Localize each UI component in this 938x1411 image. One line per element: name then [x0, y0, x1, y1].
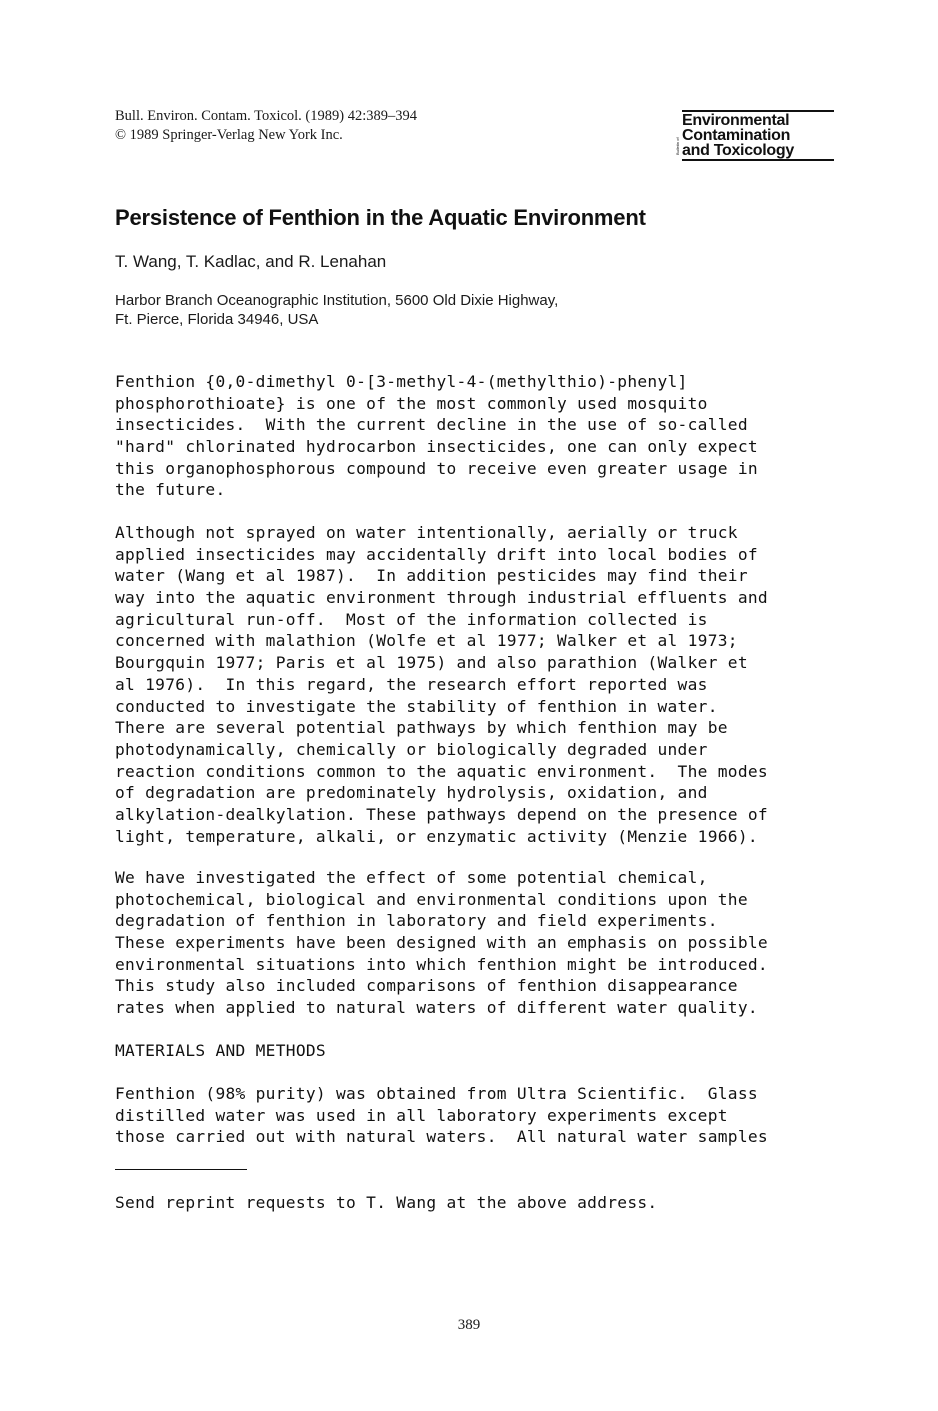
footnote: Send reprint requests to T. Wang at the above address.: [115, 1193, 658, 1212]
text-line: We have investigated the effect of some potential chemical,: [115, 868, 708, 887]
journal-logo: [676, 110, 834, 161]
section-heading-materials-methods: MATERIALS AND METHODS: [115, 1041, 326, 1060]
text-line: photodynamically, chemically or biologically degraded under: [115, 739, 708, 759]
text-line: rates when applied to natural waters of different water quality.: [115, 998, 758, 1018]
text-line: photochemical, biological and environmental conditions upon the: [115, 889, 748, 909]
text-line: Although not sprayed on water intentionally, aerially or truck: [115, 523, 738, 542]
text-line: alkylation-dealkylation. These pathways depend on the presence of: [115, 804, 768, 824]
text-line: degradation of fenthion in laboratory and field experiments.: [115, 911, 718, 931]
body-paragraph-2: [115, 522, 768, 847]
text-line: Fenthion {0,0-dimethyl 0-[3-methyl-4-(methylthio)-phenyl]: [115, 372, 688, 391]
text-line: concerned with malathion (Wolfe et al 1977; Walker et al 1973;: [115, 631, 738, 651]
text-line: agricultural run-off. Most of the information collected is: [115, 609, 708, 629]
affiliation-line-2: Ft. Pierce, Florida 34946, USA: [115, 311, 319, 328]
text-line: Bourgquin 1977; Paris et al 1975) and also parathion (Walker et: [115, 653, 748, 673]
text-line: "hard" chlorinated hydrocarbon insecticides, one can only expect: [115, 437, 758, 457]
text-line: reaction conditions common to the aquatic environment. The modes: [115, 761, 768, 781]
text-line: conducted to investigate the stability of fenthion in water.: [115, 696, 718, 716]
text-line: distilled water was used in all laboratory experiments except: [115, 1105, 728, 1125]
text-line: those carried out with natural waters. All natural water samples: [115, 1127, 768, 1147]
page-number: 389: [457, 1317, 481, 1333]
body-paragraph-4: [115, 1083, 768, 1148]
citation-line-2: © 1989 Springer-Verlag New York Inc.: [115, 127, 343, 143]
footnote-rule: [115, 1169, 247, 1170]
journal-logo-line-3: and Toxicology: [682, 143, 834, 161]
text-line: There are several potential pathways by which fenthion may be: [115, 718, 728, 738]
text-line: al 1976). In this regard, the research effort reported was: [115, 674, 708, 694]
citation-header: [115, 107, 417, 145]
text-line: insecticides. With the current decline in the use of so-called: [115, 415, 748, 435]
article-title: Persistence of Fenthion in the Aquatic Environment: [115, 205, 646, 230]
article-authors: T. Wang, T. Kadlac, and R. Lenahan: [115, 252, 387, 271]
text-line: the future.: [115, 480, 226, 500]
journal-logo-line-1: Environmental: [682, 110, 834, 128]
text-line: this organophosphorous compound to receive even greater usage in: [115, 458, 758, 478]
body-paragraph-3: [115, 867, 768, 1019]
text-line: light, temperature, alkali, or enzymatic activity (Menzie 1966).: [115, 826, 758, 846]
body-paragraph-1: [115, 371, 758, 501]
affiliation-line-1: Harbor Branch Oceanographic Institution, 5600 Old Dixie Highway,: [115, 292, 559, 309]
text-line: phosphorothioate} is one of the most commonly used mosquito: [115, 393, 708, 413]
journal-logo-strip: Bulletin of: [675, 137, 680, 155]
text-line: environmental situations into which fenthion might be introduced.: [115, 954, 768, 974]
journal-logo-line-2: Contamination: [682, 127, 791, 144]
text-line: of degradation are predominately hydrolysis, oxidation, and: [115, 783, 708, 803]
article-affiliation: [115, 291, 558, 329]
text-line: These experiments have been designed with an emphasis on possible: [115, 933, 768, 953]
citation-line-1: Bull. Environ. Contam. Toxicol. (1989) 42:389–394: [115, 108, 417, 124]
text-line: This study also included comparisons of fenthion disappearance: [115, 976, 738, 996]
text-line: Fenthion (98% purity) was obtained from Ultra Scientific. Glass: [115, 1084, 758, 1103]
text-line: water (Wang et al 1987). In addition pesticides may find their: [115, 566, 748, 586]
text-line: way into the aquatic environment through industrial effluents and: [115, 588, 768, 608]
text-line: applied insecticides may accidentally drift into local bodies of: [115, 544, 758, 564]
